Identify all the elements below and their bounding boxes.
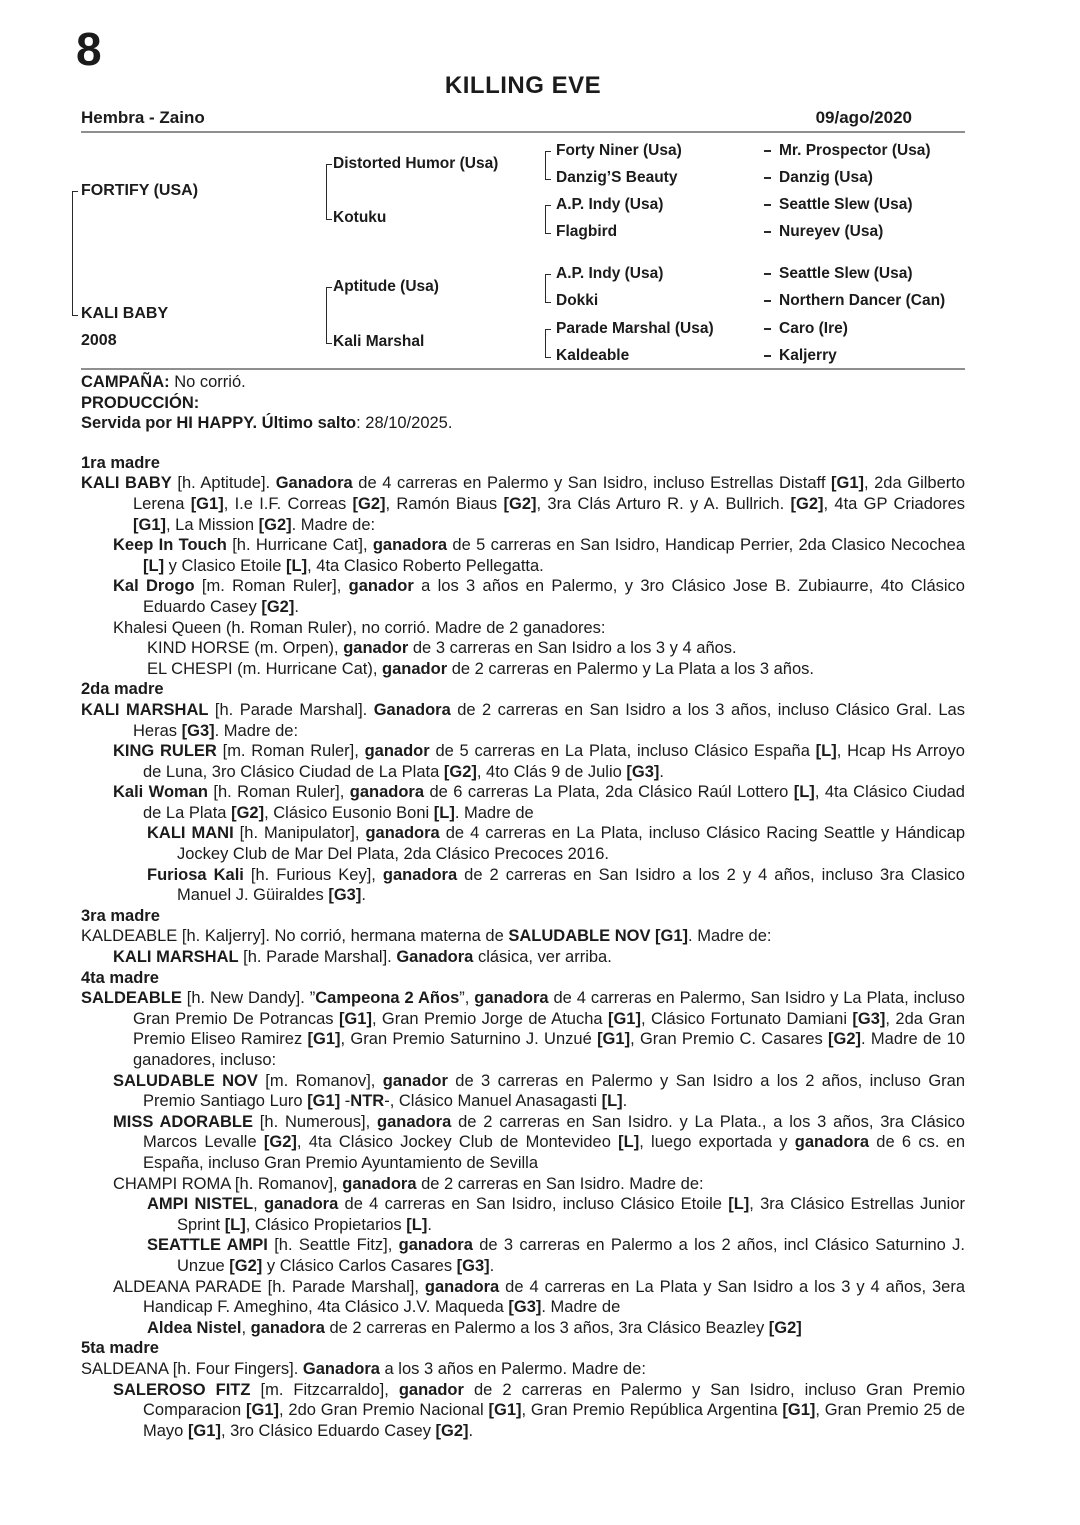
pedigree-paragraph: SALDEABLE [h. New Dandy]. ”Campeona 2 Años”, ganadora de 4 carreras en Palermo, San Isidro y La Plata, incluso Gran Premio De Potrancas [G1], Gran Premio Jorge de Atucha [G1], Clásico Fortunato Damiani [G3], 2da Gran Premio Eliseo Ramirez [G1], Gran Premio Saturnino J. Unzué [G1], Gran Premio C. Casares [G2]. Madre de 10 ganadores, incluso: <box>81 989 966 1069</box>
header-row <box>81 108 965 130</box>
pedigree-paragraph: AMPI NISTEL, ganadora de 4 carreras en San Isidro, incluso Clásico Etoile [L], 3ra Clásico Estrellas Junior Sprint [L], Clásico Propietarios [L]. <box>147 1195 966 1234</box>
pedigree-paragraph: SALEROSO FITZ [m. Fitzcarraldo], ganador de 2 carreras en Palermo y San Isidro, incluso Gran Premio Comparacion [G1], 2do Gran Premio Nacional [G1], Gran Premio República Argentina [G1], Gran Premio 25 de Mayo [G1], 3ro Clásico Eduardo Casey [G2]. <box>113 1380 966 1440</box>
pedigree-paragraph: SEATTLE AMPI [h. Seattle Fitz], ganadora de 3 carreras en Palermo a los 2 años, incl Clásico Saturnino J. Unzue [G2] y Clásico Carlos Casares [G3]. <box>147 1236 965 1275</box>
pedigree-paragraph: EL CHESPI (m. Hurricane Cat), ganador de 2 carreras en Palermo y La Plata a los 3 años. <box>147 659 814 678</box>
pedigree-paragraph: Kali Woman [h. Roman Ruler], ganadora de 6 carreras La Plata, 2da Clásico Raúl Lottero [L], 4ta Clásico Ciudad de La Plata [G2], Clásico Eusonio Boni [L]. Madre de <box>113 783 965 822</box>
catalog-text <box>81 372 965 1441</box>
madre-heading: 4ta madre <box>81 968 159 987</box>
pedigree-paragraph: Keep In Touch [h. Hurricane Cat], ganadora de 5 carreras en San Isidro, Handicap Perrier, 2da Clasico Necochea [L] y Clasico Etoile [L], 4ta Clasico Roberto Pellegatta. <box>113 536 965 575</box>
pedigree-ancestor: Dokki <box>556 292 599 309</box>
pedigree-ancestor: Danzig’S Beauty <box>556 169 678 186</box>
pedigree-paragraph: MISS ADORABLE [h. Numerous], ganadora de 2 carreras en San Isidro. y La Plata., a los 3 años, 3ra Clásico Marcos Levalle [G2], 4ta Clásico Jockey Club de Montevideo [L], luego exportada y ganadora de 6 cs. en España, incluso Gran Premio Ayuntamiento de Sevilla <box>113 1112 965 1172</box>
pedigree-bracket <box>326 164 332 220</box>
pedigree-paragraph: CHAMPI ROMA [h. Romanov], ganadora de 2 carreras en San Isidro. Madre de: <box>113 1174 704 1193</box>
pedigree-paragraph: Furiosa Kali [h. Furious Key], ganadora de 2 carreras en San Isidro a los 2 y 4 años, incluso 3ra Clasico Manuel J. Güiraldes [G3]. <box>147 865 965 905</box>
pedigree-paragraph: KALI MANI [h. Manipulator], ganadora de 4 carreras en La Plata, incluso Clásico Racing Seattle y Hándicap Jockey Club de Mar Del Plata, 2da Clásico Precoces 2016. <box>147 824 965 864</box>
pedigree-ancestor: Nureyev (Usa) <box>779 223 884 240</box>
madre-heading: 3ra madre <box>81 906 160 925</box>
foaling-date: 09/ago/2020 <box>815 108 912 127</box>
pedigree-sire: FORTIFY (USA) <box>81 182 199 199</box>
pedigree-ancestor: A.P. Indy (Usa) <box>556 265 664 282</box>
pedigree-ancestor: Distorted Humor (Usa) <box>333 155 499 172</box>
pedigree-ancestor: Kaljerry <box>779 347 837 364</box>
pedigree-ancestor: Aptitude (Usa) <box>333 278 439 295</box>
pedigree-ancestor: A.P. Indy (Usa) <box>556 196 664 213</box>
pedigree-bracket <box>72 191 78 316</box>
pedigree-ancestor: Kaldeable <box>556 347 630 364</box>
pedigree-bracket <box>545 151 551 180</box>
pedigree-ancestor: Flagbird <box>556 223 618 240</box>
families <box>81 453 965 1442</box>
pedigree-ancestor: Kali Marshal <box>333 333 425 350</box>
pedigree-ancestor: Mr. Prospector (Usa) <box>779 142 931 159</box>
page-number: 8 <box>76 23 102 75</box>
pedigree-ancestor: Kotuku <box>333 209 387 226</box>
dam-birth-year: 2008 <box>81 332 117 349</box>
production-line: Servida por HI HAPPY. Último salto: 28/10/2025. <box>81 414 453 433</box>
pedigree-bracket <box>545 329 551 358</box>
pedigree-paragraph: SALDEANA [h. Four Fingers]. Ganadora a los 3 años en Palermo. Madre de: <box>81 1359 646 1378</box>
pedigree-ancestor: Forty Niner (Usa) <box>556 142 682 159</box>
pedigree-ancestor: Seattle Slew (Usa) <box>779 196 913 213</box>
pedigree-paragraph: KALDEABLE [h. Kaljerry]. No corrió, hermana materna de SALUDABLE NOV [G1]. Madre de: <box>81 927 772 946</box>
horse-name-title: KILLING EVE <box>444 72 602 99</box>
madre-heading: 5ta madre <box>81 1339 159 1358</box>
production-heading: PRODUCCIÓN: <box>81 393 200 412</box>
pedigree-bracket <box>545 274 551 303</box>
pedigree-ancestor: Parade Marshal (Usa) <box>556 320 714 337</box>
pedigree-bracket <box>326 287 332 344</box>
pedigree-paragraph: KIND HORSE (m. Orpen), ganador de 3 carreras en San Isidro a los 3 y 4 años. <box>147 639 737 658</box>
campaign-line: CAMPAÑA: No corrió. <box>81 373 246 391</box>
pedigree-paragraph: KALI BABY [h. Aptitude]. Ganadora de 4 carreras en Palermo y San Isidro, incluso Estrellas Distaff [G1], 2da Gilberto Lerena [G1], I.e I.F. Correas [G2], Ramón Biaus [G2], 3ra Clás Arturo R. y A. Bullrich. [G2], 4ta GP Criadores [G1], La Mission [G2]. Madre de: <box>81 474 966 534</box>
pedigree-paragraph: ALDEANA PARADE [h. Parade Marshal], ganadora de 4 carreras en La Plata y San Isidro a los 3 y 4 años, 3era Handicap F. Ameghino, 4ta Clásico J.V. Maqueda [G3]. Madre de <box>113 1277 966 1317</box>
pedigree-paragraph: Aldea Nistel, ganadora de 2 carreras en Palermo a los 3 años, 3ra Clásico Beazley [G2] <box>147 1318 802 1337</box>
madre-heading: 2da madre <box>81 680 164 699</box>
divider-rule-bottom <box>81 368 965 370</box>
pedigree-paragraph: SALUDABLE NOV [m. Romanov], ganador de 3 carreras en Palermo y San Isidro a los 2 años, incluso Gran Premio Santiago Luro [G1] -NTR-, Clásico Manuel Anasagasti [L]. <box>113 1071 966 1111</box>
pedigree-ancestor: Northern Dancer (Can) <box>779 292 946 309</box>
pedigree-ancestor: Danzig (Usa) <box>779 169 873 186</box>
pedigree-ancestor: Seattle Slew (Usa) <box>779 265 913 282</box>
pedigree-paragraph: KING RULER [m. Roman Ruler], ganador de 5 carreras en La Plata, incluso Clásico España [L], Hcap Hs Arroyo de Luna, 3ro Clásico Ciudad de La Plata [G2], 4to Clás 9 de Julio [G3]. <box>113 742 965 781</box>
pedigree-bracket <box>545 205 551 234</box>
pedigree-paragraph: Khalesi Queen (h. Roman Ruler), no corrió. Madre de 2 ganadores: <box>113 618 606 637</box>
pedigree-tree <box>0 137 1080 369</box>
pedigree-ancestor: Caro (Ire) <box>779 320 848 337</box>
divider-rule-top <box>81 131 965 133</box>
pedigree-paragraph: KALI MARSHAL [h. Parade Marshal]. Ganadora clásica, ver arriba. <box>113 948 612 967</box>
pedigree-paragraph: Kal Drogo [m. Roman Ruler], ganador a los 3 años en Palermo, y 3ro Clásico Jose B. Zubiaurre, 4to Clásico Eduardo Casey [G2]. <box>113 577 965 616</box>
pedigree-dam: KALI BABY <box>81 305 169 322</box>
pedigree-paragraph: KALI MARSHAL [h. Parade Marshal]. Ganadora de 2 carreras en San Isidro a los 3 años, incluso Clásico Gral. Las Heras [G3]. Madre de: <box>81 700 965 740</box>
sex-coat: Hembra - Zaino <box>81 108 205 127</box>
madre-heading: 1ra madre <box>81 453 160 472</box>
